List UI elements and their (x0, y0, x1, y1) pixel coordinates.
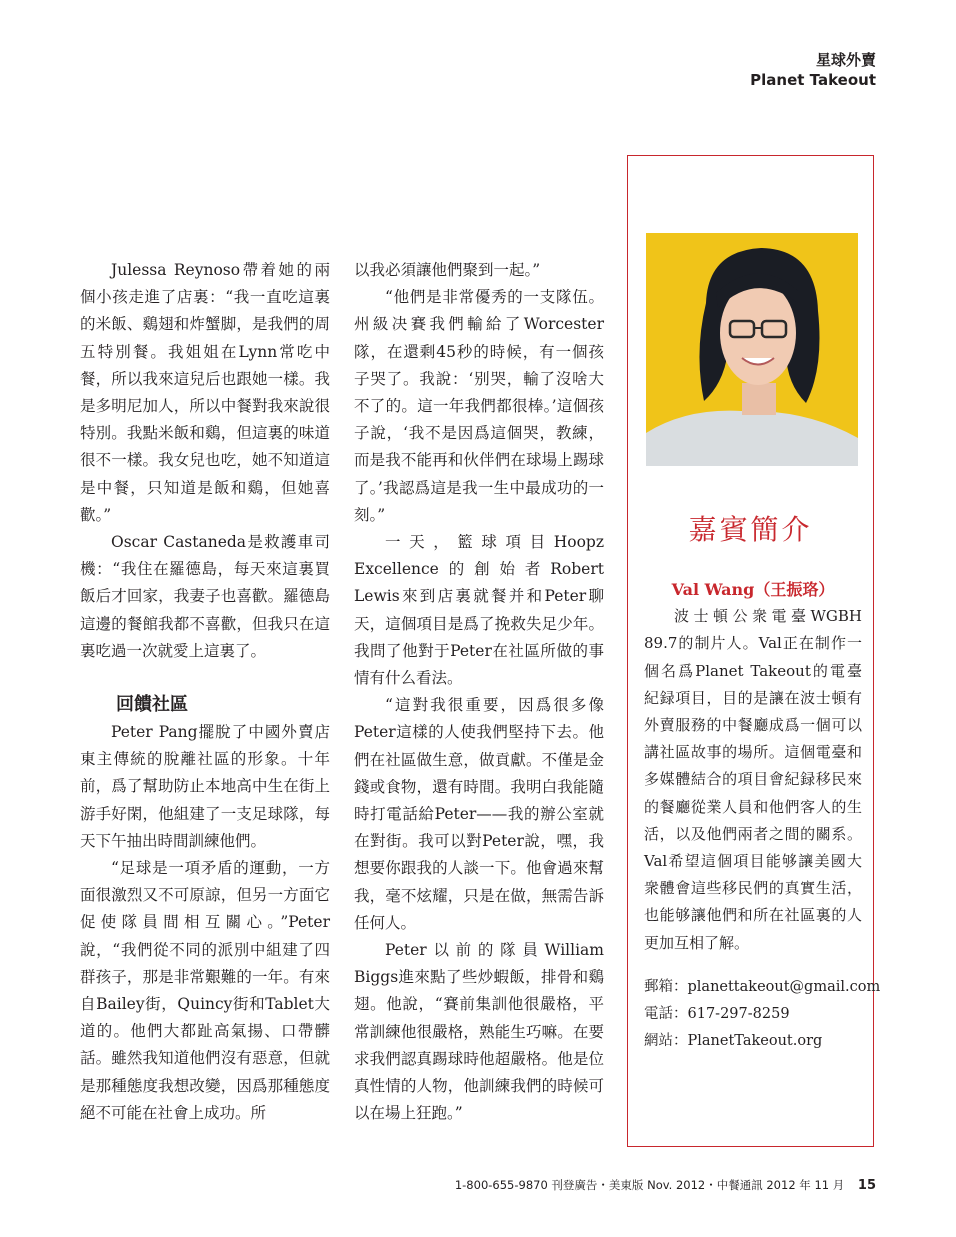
guest-portrait-photo (646, 233, 858, 466)
contact-website: 網站：PlanetTakeout.org (644, 1033, 823, 1049)
page-footer (455, 1177, 876, 1193)
magazine-header (750, 50, 876, 90)
section-heading: 回饋社區 (116, 694, 188, 716)
article-paragraph: Peter Pang擺脫了中國外賣店東主傳統的脫離社區的形象。十年前，爲了幫助防止本地高中生在街上游手好閑，他組建了一支足球隊，每天下午抽出時間訓練他們。 (80, 723, 330, 850)
contact-phone: 電話：617-297-8259 (644, 1006, 790, 1022)
article-column-middle (354, 257, 604, 1128)
contact-info (644, 974, 881, 1055)
article-paragraph: “他們是非常優秀的一支隊伍。州級决賽我們輸給了Worcester隊，在還剩45秒的時候，有一個孩子哭了。我說：‘别哭，輸了沒啥大不了的。這一年我們都很棒。’這個孩子說，‘我不是因爲這個哭，教練，而是我不能再和伙伴們在球場上踢球了。’我認爲這是我一生中最成功的一刻。” (354, 288, 604, 524)
header-title-english: Planet Takeout (750, 71, 876, 89)
footer-text: 1-800-655-9870 刊登廣告・美東版 Nov. 2012・中餐通訊 2012 年 11 月 (454, 1178, 845, 1192)
guest-bio (644, 576, 862, 957)
portrait-illustration (646, 233, 858, 466)
contact-email: 郵箱：planettakeout@gmail.com (644, 979, 881, 995)
article-paragraph: Peter以前的隊員William Biggs進來點了些炒蝦飯，排骨和鷄翅。他說，“賽前集訓他很嚴格，平常訓練他很嚴格，熟能生巧嘛。在要求我們認真踢球時他超嚴格。他是位真性情的人物，他訓練我們的時候可以在場上狂跑。” (354, 941, 604, 1123)
article-column-left (80, 257, 330, 1127)
article-paragraph: “足球是一項矛盾的運動，一方面很激烈又不可原諒，但另一方面它促使隊員間相互關心。”Peter說，“我們從不同的派別中組建了四群孩子，那是非常艱難的一年。有來自Bailey街，Quincy街和Tablet大道的。他們大都趾高氣揚、口帶髒話。雖然我知道他們沒有惡意，但就是那種態度我想改變，因爲那種態度絕不可能在社會上成功。所 (80, 859, 330, 1122)
guest-profile-title: 嘉賓簡介 (688, 513, 813, 546)
page-number: 15 (857, 1178, 876, 1193)
article-paragraph: “這對我很重要，因爲很多像Peter這樣的人使我們堅持下去。他們在社區做生意，做貢獻。不僅是金錢或食物，還有時間。我明白我能隨時打電話給Peter——我的辦公室就在對街。我可以對Peter說，嘿，我想要你跟我的人談一下。他會過來幫我，毫不炫耀，只是在做，無需告訴任何人。 (354, 696, 604, 932)
guest-profile-box (627, 155, 881, 1147)
article-paragraph: 以我必須讓他們聚到一起。” (354, 261, 541, 279)
article-paragraph: 一天，籃球項目Hoopz Excellence的創始者Robert Lewis來到店裏就餐并和Peter聊天，這個項目是爲了挽救失足少年。我問了他對于Peter在社區所做的事情有什么看法。 (354, 533, 604, 688)
guest-name: Val Wang（王振珞） (671, 580, 835, 599)
article-paragraph: Julessa Reynoso帶着她的兩個小孩走進了店裏：“我一直吃這裏的米飯、鷄翅和炸蟹脚，是我們的周五特別餐。我姐姐在Lynn常吃中餐，所以我來這兒后也跟她一樣。我是多明尼加人，所以中餐對我來說很特別。我點米飯和鷄，但這裏的味道很不一樣。我女兒也吃，她不知道這是中餐，只知道是飯和鷄，但她喜歡。” (80, 261, 330, 524)
header-title-chinese: 星球外賣 (815, 51, 876, 69)
article-paragraph: Oscar Castaneda是救護車司機：“我住在羅德島，每天來這裏買飯后才回家，我妻子也喜歡。羅德島這邊的餐館我都不喜歡，但我只在這裏吃過一次就愛上這裏了。 (80, 533, 330, 660)
guest-bio-text: 波士頓公衆電臺WGBH 89.7的制片人。Val正在制作一個名爲Planet Takeout的電臺紀録項目，目的是讓在波士頓有外賣服務的中餐廳成爲一個可以講社區故事的場所。這個電臺和多媒體結合的項目會紀録移民來的餐廳從業人員和他們客人的生活，以及他們兩者之間的關系。Val希望這個項目能够讓美國大衆體會這些移民們的真實生活，也能够讓他們和所在社區裏的人更加互相了解。 (644, 607, 862, 952)
